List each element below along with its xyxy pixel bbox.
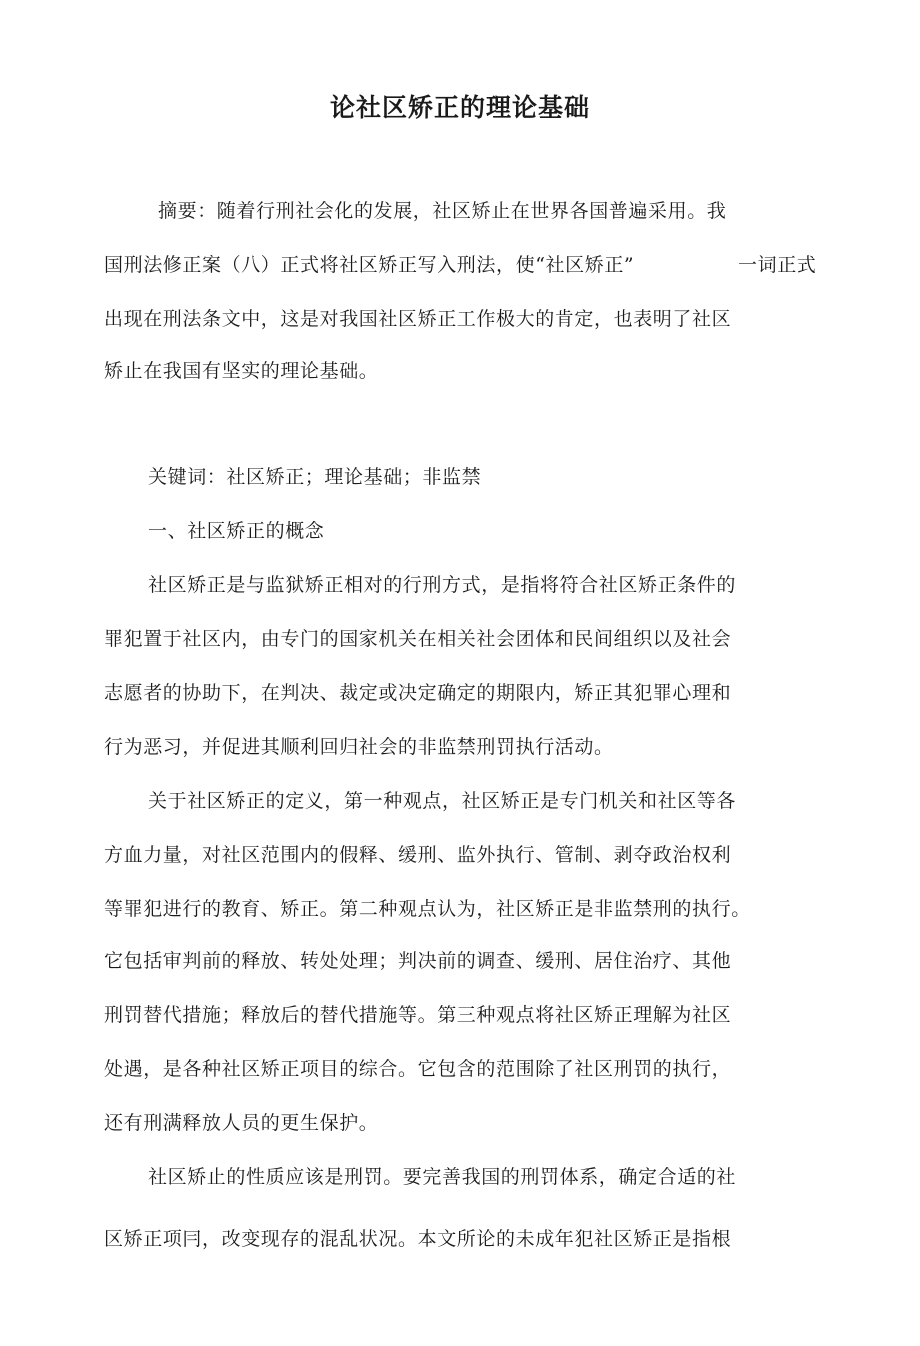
section-heading: 一、社区矫正的概念 [148, 520, 325, 542]
paragraph-line: 行为恶习，并促进其顺利回归社会的非监禁刑罚执行活动。 [104, 736, 614, 758]
paragraph-line: 社区矫止的性质应该是刑罚。要完善我国的刑罚体系，确定合适的社 [148, 1166, 737, 1188]
abstract-line: 出现在刑法条文中，这是对我国社区矫正工作极大的肯定，也表明了社区 [104, 308, 732, 330]
paragraph-line: 等罪犯进行的教育、矫正。第二种观点认为，社区矫正是非监禁刑的执行。 [104, 898, 751, 920]
paragraph-line: 社区矫正是与监狱矫正相对的行刑方式，是指将符合社区矫正条件的 [148, 574, 737, 596]
paragraph-line: 志愿者的协助下，在判决、裁定或决定确定的期限内，矫正其犯罪心理和 [104, 682, 732, 704]
page-title: 论社区矫正的理论基础 [329, 93, 590, 122]
paragraph-line: 它包括审判前的释放、转处处理；判决前的调查、缓刑、居住治疗、其他 [104, 950, 732, 972]
paragraph-line: 罪犯置于社区内，由专门的国家机关在相关社会团体和民间组织以及社会 [104, 628, 732, 650]
paragraph-line: 处遇，是各种社区矫正项目的综合。它包含的范围除了社区刑罚的执行， [104, 1058, 732, 1080]
abstract-line: 国刑法修正案（八）正式将社区矫正写入刑法，使“社区矫正” [104, 254, 635, 276]
paragraph-line: 关于社区矫正的定义，第一种观点，社区矫正是专门机关和社区等各 [148, 790, 737, 812]
paragraph-line: 方血力量，对社区范围内的假释、缓刑、监外执行、管制、剥夺政治权利 [104, 844, 732, 866]
paragraph-line: 区矫正项冃，改变现存的混乱状况。本文所论的未成年犯社区矫正是指根 [104, 1228, 732, 1250]
keywords: 关键词：社区矫正；理论基础；非监禁 [148, 466, 482, 488]
paragraph-line: 还有刑满释放人员的更生保护。 [104, 1112, 379, 1134]
abstract-line: 摘要：随着行刑社会化的发展，社区矫止在世界各国普遍采用。我 [158, 200, 727, 222]
abstract-line: 矫止在我国有坚实的理论基础。 [104, 360, 379, 382]
paragraph-line: 刑罚替代措施；释放后的替代措施等。第三种观点将社区矫正理解为社区 [104, 1004, 732, 1026]
abstract-line: 一词正式 [738, 254, 817, 276]
